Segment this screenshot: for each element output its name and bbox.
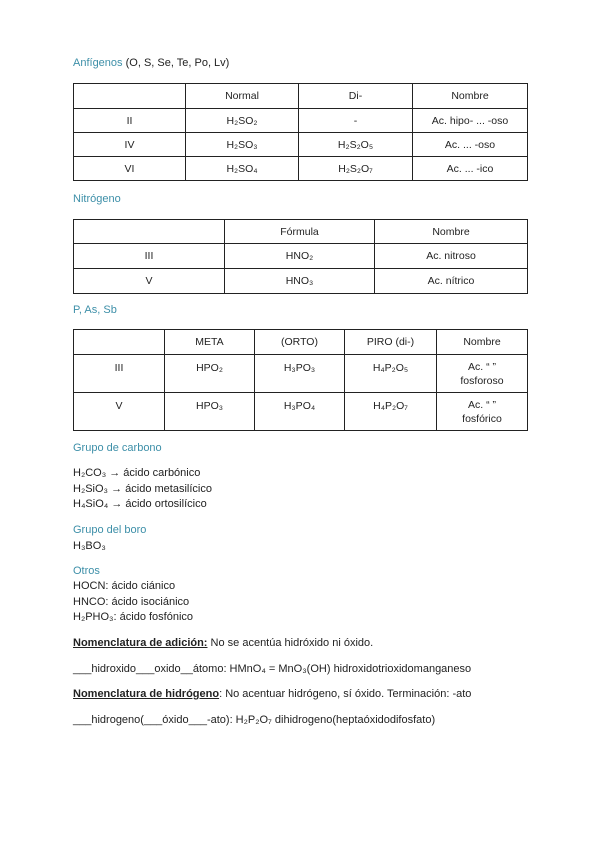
formula-cell: H₃PO₃ bbox=[255, 355, 345, 393]
name-cell: Ac. ... -ico bbox=[413, 157, 528, 181]
nitrogeno-title: Nitrógeno bbox=[73, 193, 121, 205]
name-cell: Ac. ... -oso bbox=[413, 133, 528, 157]
header-cell: Di- bbox=[299, 84, 413, 109]
valence-cell: IV bbox=[74, 133, 186, 157]
header-cell: Fórmula bbox=[225, 220, 375, 244]
boro-title: Grupo del boro bbox=[73, 524, 147, 536]
table-row bbox=[74, 244, 528, 269]
otros-title: Otros bbox=[73, 565, 100, 577]
formula-cell: HNO₃ bbox=[225, 269, 375, 294]
header-cell: (ORTO) bbox=[255, 330, 345, 355]
valence-cell: III bbox=[74, 244, 225, 269]
name-line: fosforoso bbox=[460, 374, 504, 387]
hidrogeno-label: Nomenclatura de hidrógeno bbox=[73, 688, 220, 700]
otros-line: HNCO: ácido isociánico bbox=[73, 596, 190, 608]
name-cell bbox=[437, 355, 528, 393]
boro-line: H₃BO₃ bbox=[73, 540, 106, 552]
header-cell: PIRO (di-) bbox=[345, 330, 437, 355]
section-heading-carbono bbox=[73, 442, 162, 454]
header-cell: Nombre bbox=[413, 84, 528, 109]
carbono-line: H₂CO₃ → ácido carbónico bbox=[73, 467, 201, 479]
formula-cell: - bbox=[299, 109, 413, 133]
formula-cell: HPO₂ bbox=[165, 355, 255, 393]
formula-cell: HPO₃ bbox=[165, 393, 255, 431]
name-cell bbox=[437, 393, 528, 431]
table-nitrogeno bbox=[73, 219, 528, 294]
name-cell: Ac. hipo- ... -oso bbox=[413, 109, 528, 133]
valence-cell: III bbox=[74, 355, 165, 393]
valence-cell: II bbox=[74, 109, 186, 133]
table-row bbox=[74, 133, 528, 157]
formula-cell: H₂S₂O₅ bbox=[299, 133, 413, 157]
header-cell: META bbox=[165, 330, 255, 355]
section-heading-pas bbox=[73, 304, 117, 316]
formula-cell: H₄P₂O₅ bbox=[345, 355, 437, 393]
otros-line: HOCN: ácido ciánico bbox=[73, 580, 176, 592]
header-cell: Nombre bbox=[437, 330, 528, 355]
carbono-line: H₂SiO₃ → ácido metasilícico bbox=[73, 483, 212, 495]
header-cell bbox=[74, 84, 186, 109]
section-heading-anfigenos bbox=[73, 57, 229, 69]
anfigenos-title: Anfígenos bbox=[73, 57, 123, 69]
name-line: Ac. “ ” bbox=[468, 360, 496, 373]
pas-title: P, As, Sb bbox=[73, 304, 117, 316]
table-header-row bbox=[74, 330, 528, 355]
section-heading-otros bbox=[73, 565, 100, 577]
table-header-row bbox=[74, 220, 528, 244]
valence-cell: V bbox=[74, 393, 165, 431]
formula-cell: HNO₂ bbox=[225, 244, 375, 269]
hidrogeno-text: : No acentuar hidrógeno, sí óxido. Terminación: -ato bbox=[219, 688, 472, 700]
formula-cell: H₃PO₄ bbox=[255, 393, 345, 431]
table-row bbox=[74, 355, 528, 393]
adicion-rule bbox=[73, 637, 373, 649]
section-heading-boro bbox=[73, 524, 146, 536]
carbono-line: H₄SiO₄ → ácido ortosilícico bbox=[73, 498, 207, 510]
table-pas bbox=[73, 329, 528, 431]
adicion-example: ___hidroxido___oxido__átomo: HMnO₄ = MnO₃(OH) hidroxidotrioxidomanganeso bbox=[73, 663, 472, 675]
name-line: fosfórico bbox=[462, 412, 502, 425]
table-anfigenos bbox=[73, 83, 528, 181]
formula-cell: H₂S₂O₇ bbox=[299, 157, 413, 181]
name-line: Ac. “ ” bbox=[468, 398, 496, 411]
adicion-label: Nomenclatura de adición: bbox=[73, 637, 208, 649]
valence-cell: VI bbox=[74, 157, 186, 181]
hidrogeno-example: ___hidrogeno(___óxido___-ato): H₂P₂O₇ dihidrogeno(heptaóxidodifosfato) bbox=[73, 714, 436, 726]
header-cell bbox=[74, 330, 165, 355]
formula-cell: H₂SO₄ bbox=[186, 157, 299, 181]
header-cell: Nombre bbox=[375, 220, 528, 244]
anfigenos-elements: (O, S, Se, Te, Po, Lv) bbox=[125, 57, 230, 69]
table-row bbox=[74, 269, 528, 294]
name-cell: Ac. nitroso bbox=[375, 244, 528, 269]
formula-cell: H₄P₂O₇ bbox=[345, 393, 437, 431]
section-heading-nitrogeno bbox=[73, 193, 121, 205]
formula-cell: H₂SO₂ bbox=[186, 109, 299, 133]
adicion-text: No se acentúa hidróxido ni óxido. bbox=[207, 637, 374, 649]
table-header-row bbox=[74, 84, 528, 109]
valence-cell: V bbox=[74, 269, 225, 294]
header-cell: Normal bbox=[186, 84, 299, 109]
name-cell: Ac. nítrico bbox=[375, 269, 528, 294]
carbono-title: Grupo de carbono bbox=[73, 442, 162, 454]
table-row bbox=[74, 157, 528, 181]
table-row bbox=[74, 393, 528, 431]
header-cell bbox=[74, 220, 225, 244]
formula-cell: H₂SO₃ bbox=[186, 133, 299, 157]
table-row bbox=[74, 109, 528, 133]
hidrogeno-rule bbox=[73, 688, 471, 700]
otros-line: H₂PHO₃: ácido fosfónico bbox=[73, 611, 194, 623]
